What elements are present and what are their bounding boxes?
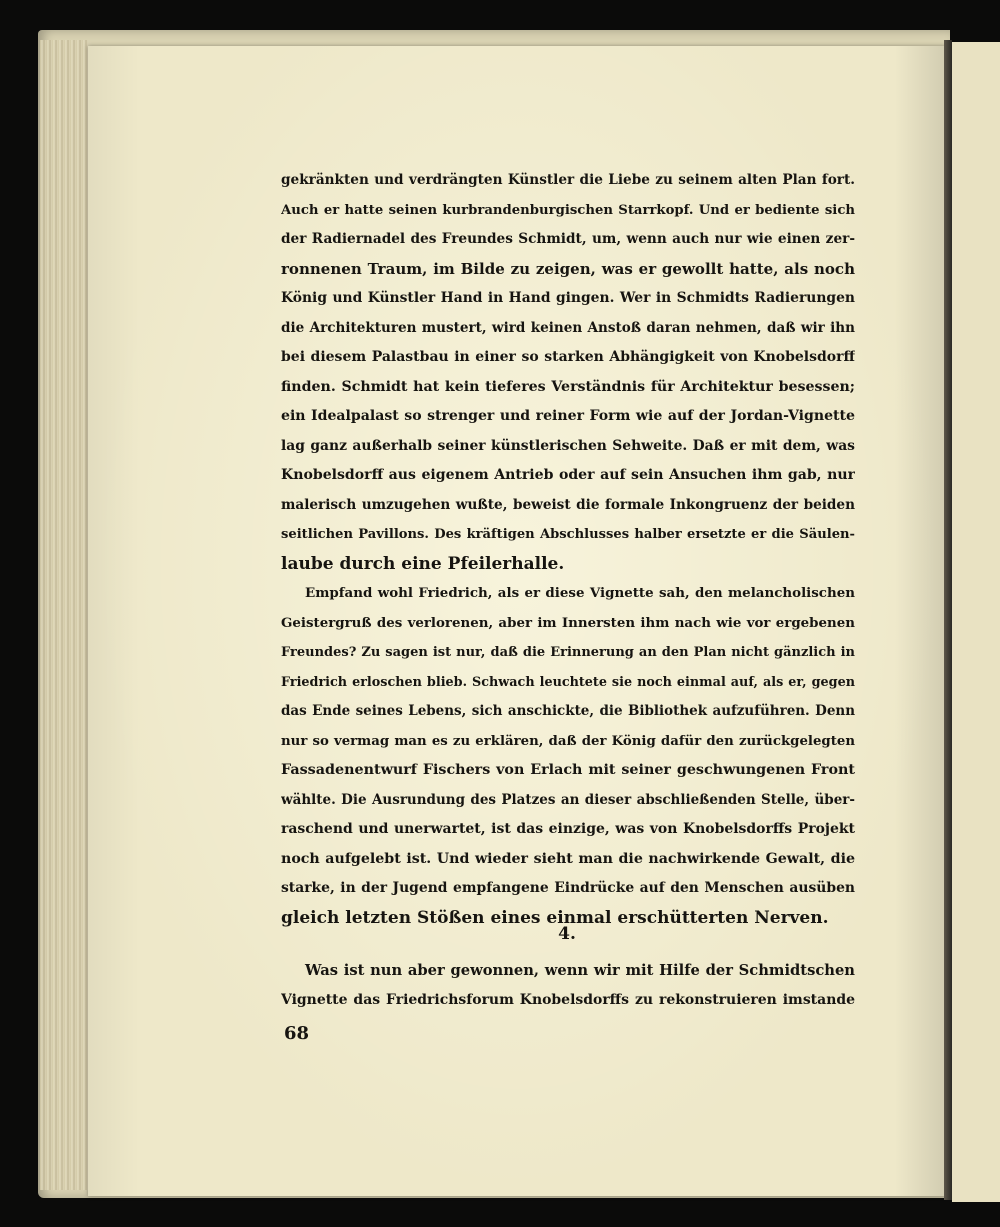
text-line: laube durch eine Pfeilerhalle. [281, 553, 565, 574]
text-line: wählte. Die Ausrundung des Platzes an dieser abschließenden Stelle, über- [281, 791, 855, 808]
page-number: 68 [284, 1023, 310, 1044]
page-edges [40, 40, 88, 1190]
text-line: Fassadenentwurf Fischers von Erlach mit seiner geschwungenen Front [281, 762, 855, 778]
facing-page-edge [952, 42, 1000, 1202]
text-line: raschend und unerwartet, ist das einzige, was von Knobelsdorffs Projekt [281, 821, 855, 837]
text-line: gleich letzten Stößen eines einmal erschütterten Nerven. [281, 907, 829, 928]
text-line: seitlichen Pavillons. Des kräftigen Abschlusses halber ersetzte er die Säulen- [281, 527, 855, 542]
text-line: das Ende seines Lebens, sich anschickte, die Bibliothek aufzuführen. Denn [281, 703, 855, 719]
section-number: 4. [558, 924, 576, 944]
text-line: lag ganz außerhalb seiner künstlerischen Sehweite. Daß er mit dem, was [281, 437, 855, 454]
body-text [281, 166, 855, 933]
text-line: König und Künstler Hand in Hand gingen. Wer in Schmidts Radierungen [281, 290, 855, 306]
text-line: malerisch umzugehen wußte, beweist die formale Inkongruenz der beiden [281, 496, 855, 513]
text-line: Knobelsdorff aus eigenem Antrieb oder auf sein Ansuchen ihm gab, nur [281, 467, 855, 483]
text-line: der Radiernadel des Freundes Schmidt, um, wenn auch nur wie einen zer- [281, 231, 855, 247]
text-line: noch aufgelebt ist. Und wieder sieht man die nachwirkende Gewalt, die [281, 850, 855, 867]
text-line: Freundes? Zu sagen ist nur, daß die Erinnerung an den Plan nicht gänzlich in [281, 645, 855, 660]
text-line: ronnenen Traum, im Bilde zu zeigen, was er gewollt hatte, als noch [281, 259, 855, 278]
text-line: nur so vermag man es zu erklären, daß der König dafür den zurückgelegten [281, 733, 855, 749]
text-line: finden. Schmidt hat kein tieferes Verständnis für Architektur besessen; [281, 378, 855, 395]
text-line: Empfand wohl Friedrich, als er diese Vignette sah, den melancholischen [305, 585, 855, 601]
book-gutter [944, 40, 952, 1200]
text-line: bei diesem Palastbau in einer so starken Abhängigkeit von Knobelsdorff [281, 349, 855, 365]
text-line: ein Idealpalast so strenger und reiner Form wie auf der Jordan-Vignette [281, 408, 855, 424]
text-line: gekränkten und verdrängten Künstler die Liebe zu seinem alten Plan fort. [281, 172, 855, 188]
text-line: Vignette das Friedrichsforum Knobelsdorffs zu rekonstruieren imstande [281, 991, 855, 1008]
body-text-section-4 [281, 956, 855, 1015]
text-line: Was ist nun aber gewonnen, wenn wir mit Hilfe der Schmidtschen [305, 962, 855, 979]
text-line: Geistergruß des verlorenen, aber im Innersten ihm nach wie vor ergebenen [281, 614, 855, 631]
text-line: Auch er hatte seinen kurbrandenburgischen Starrkopf. Und er bediente sich [281, 202, 855, 218]
text-line: starke, in der Jugend empfangene Eindrücke auf den Menschen ausüben [281, 880, 855, 896]
text-line: Friedrich erloschen blieb. Schwach leuchtete sie noch einmal auf, als er, gegen [281, 674, 855, 690]
text-line: die Architekturen mustert, wird keinen Anstoß daran nehmen, daß wir ihn [281, 319, 855, 336]
